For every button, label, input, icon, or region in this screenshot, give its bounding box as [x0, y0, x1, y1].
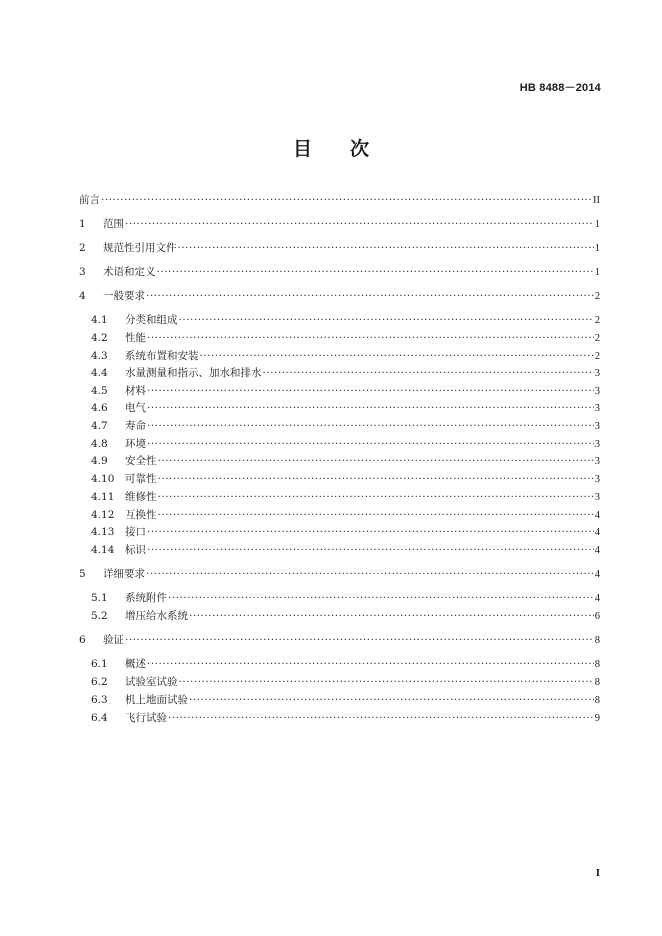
toc-entry-number: 6.3 — [91, 694, 108, 706]
toc-entry-label: 范围 — [103, 218, 124, 230]
toc-entry-label: 寿命 — [125, 420, 146, 432]
toc-entry-page: 6 — [594, 611, 600, 622]
toc-entry[interactable] — [79, 193, 600, 207]
toc-entry[interactable] — [79, 265, 600, 279]
toc-leader-dots — [178, 241, 594, 255]
toc-entry[interactable] — [91, 675, 600, 689]
toc-leader-dots — [200, 349, 594, 363]
toc-entry-label: 标识 — [125, 544, 146, 556]
toc-entry-number: 4.4 — [91, 367, 108, 379]
toc-entry[interactable] — [91, 437, 600, 451]
toc-entry-number: 6 — [79, 634, 86, 646]
toc-entry-page: II — [593, 195, 600, 206]
toc-entry[interactable] — [91, 508, 600, 522]
toc-entry[interactable] — [91, 366, 600, 380]
toc-leader-dots — [158, 454, 594, 468]
toc-entry-number: 4.11 — [91, 491, 115, 503]
toc-entry-page: 3 — [594, 403, 600, 414]
toc-entry-page: 2 — [594, 351, 600, 362]
toc-entry[interactable] — [91, 591, 600, 605]
toc-entry[interactable] — [91, 331, 600, 345]
toc-entry-label: 前言 — [79, 194, 100, 206]
toc-entry-label: 性能 — [125, 332, 146, 344]
toc-entry-label: 电气 — [125, 402, 146, 414]
toc-leader-dots — [147, 419, 594, 433]
toc-entry-number: 2 — [79, 242, 86, 254]
toc-entry-page: 4 — [594, 510, 600, 521]
toc-entry-label: 环境 — [125, 438, 146, 450]
toc-entry-page: 2 — [594, 333, 600, 344]
toc-entry-label: 系统布置和安装 — [125, 350, 199, 362]
toc-entry-number: 4.9 — [91, 455, 108, 467]
toc-entry[interactable] — [91, 609, 600, 623]
toc-entry-number: 4.6 — [91, 402, 108, 414]
toc-leader-dots — [147, 437, 594, 451]
toc-leader-dots — [147, 657, 594, 671]
toc-entry-label: 概述 — [125, 658, 146, 670]
toc-entry-label: 规范性引用文件 — [103, 242, 177, 254]
toc-leader-dots — [147, 543, 594, 557]
toc-entry[interactable] — [91, 711, 600, 725]
toc-entry[interactable] — [91, 543, 600, 557]
toc-entry[interactable] — [91, 419, 600, 433]
toc-entry-number: 5 — [79, 568, 86, 580]
toc-entry-page: 8 — [594, 695, 600, 706]
toc-entry-page: 3 — [594, 474, 600, 485]
toc-entry-label: 验证 — [103, 634, 124, 646]
toc-entry-page: 8 — [594, 659, 600, 670]
toc-entry[interactable] — [91, 693, 600, 707]
toc-leader-dots — [158, 472, 594, 486]
toc-leader-dots — [147, 525, 594, 539]
toc-entry-number: 1 — [79, 218, 86, 230]
toc-entry[interactable] — [91, 313, 600, 327]
toc-entry[interactable] — [91, 525, 600, 539]
toc-entry-label: 接口 — [125, 526, 146, 538]
toc-entry-label: 机上地面试验 — [125, 694, 188, 706]
toc-entry[interactable] — [79, 241, 600, 255]
toc-entry-label: 试验室试验 — [125, 676, 178, 688]
toc-entry[interactable] — [91, 454, 600, 468]
toc-leader-dots — [179, 313, 594, 327]
toc-entry-page: 1 — [594, 243, 600, 254]
toc-entry-page: 4 — [594, 569, 600, 580]
toc-leader-dots — [125, 217, 594, 231]
toc-entry[interactable] — [91, 384, 600, 398]
toc-entry-page: 1 — [594, 219, 600, 230]
toc-entry-page: 4 — [594, 593, 600, 604]
toc-entry-label: 分类和组成 — [125, 314, 178, 326]
toc-entry-page: 2 — [594, 291, 600, 302]
toc-leader-dots — [189, 693, 594, 707]
toc-leader-dots — [147, 331, 594, 345]
toc-entry-page: 8 — [594, 635, 600, 646]
toc-entry-number: 4.14 — [91, 544, 115, 556]
toc-entry-page: 3 — [594, 368, 600, 379]
toc-entry-label: 一般要求 — [103, 290, 145, 302]
toc-entry-number: 6.2 — [91, 676, 108, 688]
toc-entry-page: 3 — [594, 492, 600, 503]
toc-entry[interactable] — [91, 401, 600, 415]
toc-entry[interactable] — [91, 349, 600, 363]
toc-entry-page: 1 — [594, 267, 600, 278]
toc-leader-dots — [146, 289, 594, 303]
toc-entry-page: 4 — [594, 545, 600, 556]
toc-entry-label: 安全性 — [125, 455, 157, 467]
toc-entry-number: 6.4 — [91, 712, 108, 724]
toc-entry-number: 3 — [79, 266, 86, 278]
toc-entry-page: 2 — [594, 315, 600, 326]
toc-entry-number: 4 — [79, 290, 86, 302]
toc-leader-dots — [168, 591, 594, 605]
toc-entry-number: 5.1 — [91, 592, 108, 604]
toc-entry-number: 4.1 — [91, 314, 108, 326]
toc-entry-number: 4.10 — [91, 473, 115, 485]
toc-entry-label: 飞行试验 — [125, 712, 167, 724]
toc-entry[interactable] — [79, 633, 600, 647]
toc-entry-number: 6.1 — [91, 658, 108, 670]
toc-leader-dots — [189, 609, 594, 623]
toc-entry-label: 材料 — [125, 385, 146, 397]
page-title: 目次 — [292, 138, 407, 160]
toc-entry[interactable] — [91, 472, 600, 486]
toc-entry-page: 4 — [594, 527, 600, 538]
toc-leader-dots — [179, 675, 594, 689]
toc-leader-dots — [147, 384, 594, 398]
toc-entry[interactable] — [91, 490, 600, 504]
toc-entry-page: 8 — [594, 677, 600, 688]
toc-entry-number: 4.8 — [91, 438, 108, 450]
toc-entry-label: 维修性 — [125, 491, 157, 503]
toc-entry-page: 3 — [594, 456, 600, 467]
toc-entry-page: 3 — [594, 439, 600, 450]
toc-entry-number: 4.13 — [91, 526, 115, 538]
toc-entry-number: 5.2 — [91, 610, 108, 622]
toc-leader-dots — [147, 401, 594, 415]
toc-entry[interactable] — [79, 289, 600, 303]
toc-entry-page: 3 — [594, 421, 600, 432]
toc-entry-label: 互换性 — [125, 509, 157, 521]
toc-leader-dots — [101, 193, 592, 207]
toc-leader-dots — [146, 567, 594, 581]
toc-entry[interactable] — [79, 567, 600, 581]
toc-entry-label: 水量测量和指示、加水和排水 — [125, 367, 262, 379]
toc-leader-dots — [125, 633, 594, 647]
toc-entry-label: 系统附件 — [125, 592, 167, 604]
toc-leader-dots — [263, 366, 594, 380]
toc-entry-label: 术语和定义 — [103, 266, 156, 278]
toc-entry-number: 4.12 — [91, 509, 115, 521]
toc-entry-number: 4.2 — [91, 332, 108, 344]
toc-entry-label: 可靠性 — [125, 473, 157, 485]
toc-entry[interactable] — [91, 657, 600, 671]
toc-entry-page: 9 — [594, 713, 600, 724]
toc-leader-dots — [158, 508, 594, 522]
toc-entry-number: 4.5 — [91, 385, 108, 397]
standard-code: HB 8488－2014 — [519, 82, 601, 94]
toc-leader-dots — [168, 711, 594, 725]
toc-entry-page: 3 — [594, 386, 600, 397]
toc-entry-number: 4.7 — [91, 420, 108, 432]
toc-entry-number: 4.3 — [91, 350, 108, 362]
toc-entry[interactable] — [79, 217, 600, 231]
toc-entry-label: 详细要求 — [103, 568, 145, 580]
toc-entry-label: 增压给水系统 — [125, 610, 188, 622]
toc-leader-dots — [158, 490, 594, 504]
page-number: I — [595, 867, 600, 879]
toc-leader-dots — [157, 265, 594, 279]
